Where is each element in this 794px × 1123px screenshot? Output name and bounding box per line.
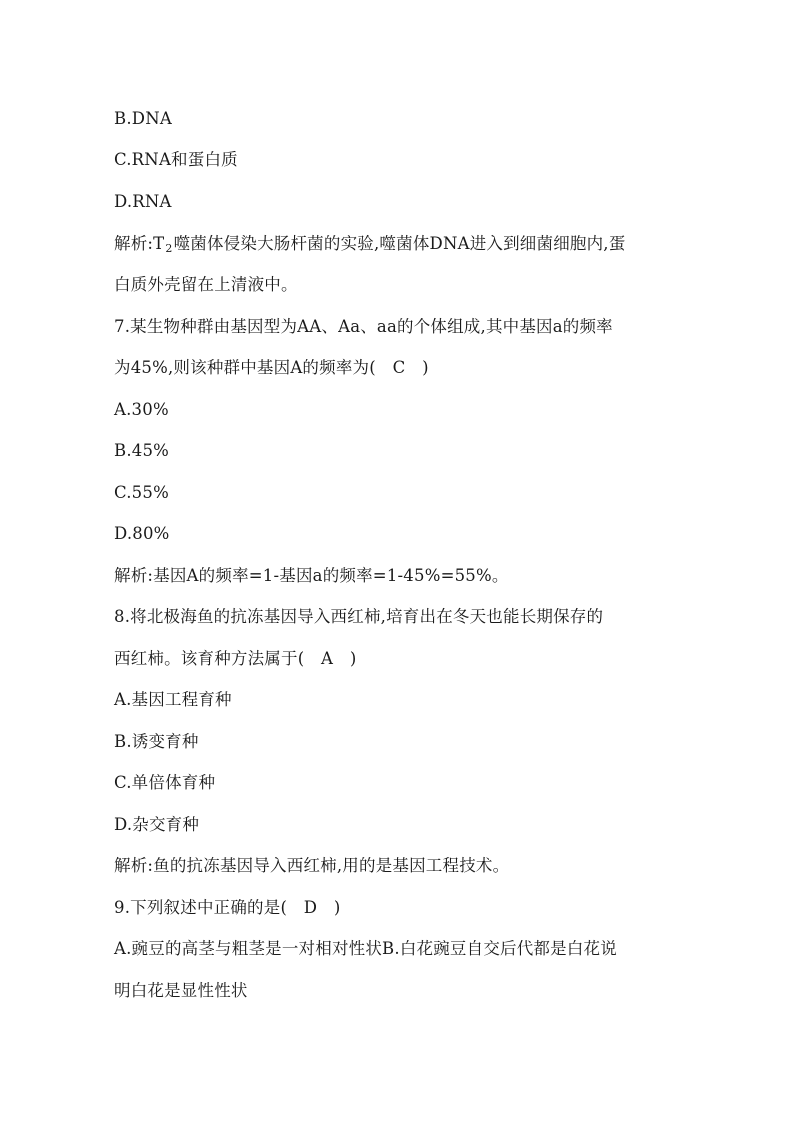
q8-option-a: A.基因工程育种	[114, 690, 232, 709]
q8-option-b: B.诱变育种	[114, 732, 199, 751]
analysis-7-line: 解析:基因A的频率=1-基因a的频率=1-45%=55%。	[114, 566, 509, 585]
q7-option-b: B.45%	[114, 441, 170, 460]
analysis-6-text: 噬菌体侵染大肠杆菌的实验,噬菌体DNA进入到细菌细胞内,蛋	[173, 234, 626, 253]
question-8-line-2: 西红柿。该育种方法属于( A )	[114, 649, 357, 668]
question-7-line-2: 为45%,则该种群中基因A的频率为( C )	[114, 358, 429, 377]
q7-option-d: D.80%	[114, 524, 170, 543]
analysis-6-subscript: 2	[165, 242, 173, 255]
question-7-line-1: 7.某生物种群由基因型为AA、Aa、aa的个体组成,其中基因a的频率	[114, 317, 613, 336]
q7-option-a: A.30%	[114, 400, 169, 419]
option-b-line: B.DNA	[114, 109, 172, 128]
analysis-6-line-1	[114, 233, 694, 260]
q9-option-ab-line-2: 明白花是显性性状	[114, 981, 248, 1000]
q8-option-d: D.杂交育种	[114, 815, 200, 834]
q9-option-ab-line-1: A.豌豆的高茎与粗茎是一对相对性状B.白花豌豆自交后代都是白花说	[114, 939, 617, 958]
q7-option-c: C.55%	[114, 483, 169, 502]
analysis-8-line: 解析:鱼的抗冻基因导入西红柿,用的是基因工程技术。	[114, 856, 510, 875]
question-8-line-1: 8.将北极海鱼的抗冻基因导入西红柿,培育出在冬天也能长期保存的	[114, 607, 604, 626]
analysis-6-line-2: 白质外壳留在上清液中。	[114, 275, 298, 294]
analysis-6-prefix: 解析:T	[114, 234, 165, 253]
option-c-line: C.RNA和蛋白质	[114, 150, 238, 169]
q8-option-c: C.单倍体育种	[114, 773, 216, 792]
option-d-line: D.RNA	[114, 192, 172, 211]
question-9-line: 9.下列叙述中正确的是( D )	[114, 898, 341, 917]
